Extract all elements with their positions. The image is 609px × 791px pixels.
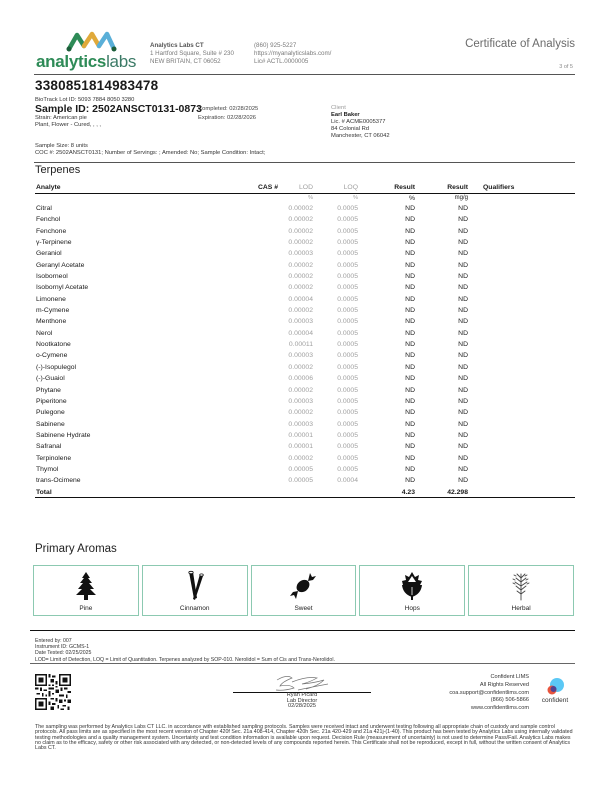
result-mg-cell: ND (458, 397, 468, 405)
hops-icon (397, 570, 427, 602)
table-row (35, 226, 575, 237)
result-mg-cell: ND (458, 261, 468, 269)
result-mg-cell: ND (458, 318, 468, 326)
lod-cell: 0.00002 (288, 284, 313, 292)
client-name: Earl Baker (331, 112, 360, 118)
date-tested: Date Tested: 02/25/2025 (35, 650, 92, 657)
aromas-row (33, 565, 574, 616)
result-mg-cell: ND (458, 443, 468, 451)
lod-cell: 0.00002 (288, 273, 313, 281)
analyte-cell: (-)-Guaiol (36, 375, 65, 383)
table-body (35, 203, 575, 487)
aroma-sweet (251, 565, 357, 616)
analyte-cell: Isoborneol (36, 273, 68, 281)
aroma-herbal (468, 565, 574, 616)
result-pct-cell: ND (405, 307, 415, 315)
lims-block (449, 674, 529, 713)
table-row (35, 282, 575, 293)
result-pct-cell: ND (405, 216, 415, 224)
lod-cell: 0.00003 (288, 397, 313, 405)
analyte-cell: Fenchone (36, 227, 67, 235)
result-pct-cell: ND (405, 295, 415, 303)
lod-cell: 0.00002 (288, 386, 313, 394)
footer-divider (30, 630, 575, 631)
analyte-cell: m-Cymene (36, 307, 70, 315)
table-row (35, 248, 575, 259)
client-block (331, 105, 390, 140)
loq-cell: 0.0005 (337, 295, 358, 303)
analyte-cell: Limonene (36, 295, 66, 303)
lims-rights: All Rights Reserved (479, 681, 529, 688)
loq-cell: 0.0005 (337, 205, 358, 212)
table-row (35, 214, 575, 225)
analyte-cell: γ-Terpinene (36, 239, 72, 247)
lod-cell: 0.00002 (288, 205, 313, 212)
dates-block (198, 105, 258, 123)
result-mg-cell: ND (458, 295, 468, 303)
aroma-label: Pine (79, 605, 93, 612)
table-row (35, 453, 575, 464)
result-pct-cell: ND (405, 352, 415, 360)
strain-block (35, 115, 101, 129)
confident-logo (535, 677, 575, 711)
total-row (35, 487, 575, 498)
loq-cell: 0.0005 (337, 420, 358, 428)
result-pct-cell: ND (405, 409, 415, 417)
result-mg-cell: ND (458, 329, 468, 337)
table-row (35, 328, 575, 339)
lab-contact-block (254, 42, 331, 66)
loq-cell: 0.0005 (337, 273, 358, 281)
footer-divider-2 (30, 663, 575, 664)
result-pct-cell: ND (405, 273, 415, 281)
disclaimer-text: The sampling was performed by Analytics Labs CT LLC. in accordance with established sampling protocols. Samples were received intact and underwent testing following all appropriate chain of custody and sample control protocols. All pass limits are as specified in the most recent version of Chapter 420f Sec. 21a 408-414, Chapter 420h Sec. 21a 420-429 and 21a 421j-(1-40). This product has been tested by Analytics Labs using internally validated testing methodologies and a quality management system. Uncertainty and test condition information is available upon request. Decision Rule (measurement of uncertainty) is not used to determine Pass/Fail. Analytics Labs makes no claim as to the efficacy, safety or other risk associated with any detected, or non-detected levels of any compounds reported herein. This Certificate shall not be reproduced, except in full, without the written consent of Analytics Labs CT. (35, 724, 573, 752)
analyte-cell: Pulegone (36, 409, 65, 417)
col-result-pct: Result (394, 184, 415, 191)
total-label: Total (36, 488, 52, 496)
table-row (35, 385, 575, 396)
loq-cell: 0.0005 (337, 261, 358, 269)
table-row (35, 271, 575, 282)
lab-address-line1: 1 Hartford Square, Suite # 230 (150, 50, 234, 57)
completed-date: Completed: 02/28/2025 (198, 106, 259, 112)
unit-result-mg: mg/g (454, 195, 468, 201)
units-row (35, 194, 575, 203)
result-mg-cell: ND (458, 307, 468, 315)
loq-cell: 0.0005 (337, 352, 358, 360)
lab-license: Lic# ACTL.0000005 (254, 58, 309, 65)
result-mg-cell: ND (458, 465, 468, 473)
client-address1: 84 Colonial Rd (331, 126, 370, 132)
loq-cell: 0.0005 (337, 409, 358, 417)
cinnamon-stick-icon (180, 570, 210, 602)
terpenes-title: Terpenes (35, 164, 81, 176)
loq-cell: 0.0005 (337, 227, 358, 235)
header-divider (34, 74, 575, 75)
aromas-title: Primary Aromas (35, 543, 117, 555)
document-title: Certificate of Analysis (465, 38, 575, 50)
analyte-cell: o-Cymene (36, 352, 68, 360)
lab-name: Analytics Labs CT (150, 42, 204, 49)
analyte-cell: Isobornyl Acetate (36, 284, 89, 292)
table-header (35, 183, 575, 194)
table-row (35, 373, 575, 384)
loq-cell: 0.0005 (337, 386, 358, 394)
loq-cell: 0.0004 (337, 477, 358, 485)
result-mg-cell: ND (458, 454, 468, 462)
analyte-cell: Geranyl Acetate (36, 261, 85, 269)
analyte-cell: Geraniol (36, 250, 62, 258)
logo-wave-icon (66, 30, 118, 52)
result-pct-cell: ND (405, 261, 415, 269)
aroma-label: Herbal (511, 605, 531, 612)
result-pct-cell: ND (405, 420, 415, 428)
result-pct-cell: ND (405, 363, 415, 371)
loq-cell: 0.0005 (337, 216, 358, 224)
lod-cell: 0.00002 (288, 363, 313, 371)
aroma-label: Hops (404, 605, 420, 612)
signatory-title: Lab Director (286, 697, 318, 704)
table-row (35, 294, 575, 305)
sample-size: Sample Size: 8 units (35, 143, 88, 149)
page-number: 3 of 5 (559, 64, 573, 70)
lims-name: Confident LIMS (490, 674, 529, 680)
result-pct-cell: ND (405, 477, 415, 485)
table-row (35, 407, 575, 418)
loq-cell: 0.0005 (337, 465, 358, 473)
lod-loq-legend: LOD= Limit of Detection, LOQ = Limit of Quantitation. Terpenes analyzed by SOP-010. Nerolidol = Sum of Cis and Trans-Nerolidol. (35, 656, 335, 663)
loq-cell: 0.0005 (337, 329, 358, 337)
loq-cell: 0.0005 (337, 431, 358, 439)
sample-meta (35, 143, 265, 157)
lab-address-block (150, 42, 234, 66)
table-row (35, 237, 575, 248)
lod-cell: 0.00005 (288, 465, 313, 473)
result-mg-cell: ND (458, 341, 468, 349)
table-row (35, 441, 575, 452)
lod-cell: 0.00002 (288, 454, 313, 462)
section-divider (34, 162, 575, 163)
col-loq: LOQ (343, 184, 358, 191)
lab-phone: (860) 925-5227 (254, 42, 297, 49)
lod-cell: 0.00003 (288, 250, 313, 258)
analytics-labs-logo (36, 30, 140, 74)
aroma-hops (359, 565, 465, 616)
result-pct-cell: ND (405, 465, 415, 473)
loq-cell: 0.0005 (337, 397, 358, 405)
test-notes (35, 638, 335, 663)
lod-cell: 0.00002 (288, 307, 313, 315)
confident-logo-icon (535, 677, 575, 697)
client-address2: Manchester, CT 06042 (331, 133, 390, 139)
analyte-cell: Piperitone (36, 397, 67, 405)
instrument-id: Instrument ID: GCMS-1 (35, 644, 90, 651)
strain: Strain: American pie (35, 115, 87, 121)
confident-logo-text: confident (541, 697, 569, 704)
herb-sprig-icon (506, 570, 536, 602)
lod-cell: 0.00004 (288, 329, 313, 337)
analyte-cell: Phytane (36, 386, 61, 394)
lod-cell: 0.00002 (288, 239, 313, 247)
result-mg-cell: ND (458, 409, 468, 417)
aroma-label: Cinnamon (179, 605, 210, 612)
signatory-block (262, 693, 342, 710)
result-mg-cell: ND (458, 216, 468, 224)
lab-address-line2: NEW BRITAIN, CT 06052 (150, 58, 221, 65)
signature-date: 02/28/2025 (288, 703, 316, 710)
lab-website-link[interactable]: https://myanalyticslabs.com/ (254, 50, 332, 57)
lod-cell: 0.00005 (288, 477, 313, 485)
table-row (35, 396, 575, 407)
result-mg-cell: ND (458, 420, 468, 428)
lims-website-link[interactable]: www.confidentlims.com (470, 705, 529, 712)
loq-cell: 0.0005 (337, 318, 358, 326)
unit-result-pct: % (408, 195, 415, 202)
table-row (35, 362, 575, 373)
sample-id: Sample ID: 2502ANSCT0131-0873 (35, 103, 202, 115)
loq-cell: 0.0005 (337, 341, 358, 349)
result-pct-cell: ND (405, 386, 415, 394)
signatory-name: Ryan Picard (286, 692, 318, 698)
analyte-cell: Safranal (36, 443, 62, 451)
pine-tree-icon (71, 570, 101, 602)
col-qualifiers: Qualifiers (483, 184, 515, 191)
unit-lod: % (308, 195, 313, 201)
result-pct-cell: ND (405, 397, 415, 405)
terpenes-table (35, 183, 575, 498)
coc-line: COC #: 2502ANSCT0131; Number of Servings: ; Amended: No; Sample Condition: Intact; (35, 150, 266, 156)
lod-cell: 0.00001 (288, 443, 313, 451)
result-pct-cell: ND (405, 454, 415, 462)
col-cas: CAS # (257, 184, 278, 191)
loq-cell: 0.0005 (337, 363, 358, 371)
result-pct-cell: ND (405, 250, 415, 258)
analyte-cell: Sabinene Hydrate (36, 431, 91, 439)
result-pct-cell: ND (405, 239, 415, 247)
analyte-cell: Citral (36, 205, 52, 212)
table-row (35, 260, 575, 271)
logo-wordmark: analyticslabs (36, 52, 137, 71)
col-lod: LOD (299, 184, 313, 191)
result-mg-cell: ND (458, 352, 468, 360)
col-result-mg: Result (447, 184, 468, 191)
lod-cell: 0.00004 (288, 295, 313, 303)
result-pct-cell: ND (405, 205, 415, 212)
lod-cell: 0.00006 (288, 375, 313, 383)
table-row (35, 350, 575, 361)
client-label: Client (331, 105, 346, 111)
analyte-cell: Thymol (36, 465, 59, 473)
result-pct-cell: ND (405, 227, 415, 235)
table-row (35, 419, 575, 430)
result-mg-cell: ND (458, 431, 468, 439)
aroma-cinnamon (142, 565, 248, 616)
qr-code-icon[interactable] (35, 674, 71, 710)
unit-loq: % (353, 195, 358, 201)
expiration-date: Expiration: 02/28/2026 (198, 115, 257, 121)
result-pct-cell: ND (405, 329, 415, 337)
lims-phone: (866) 506-5866 (490, 697, 529, 704)
lims-email-link[interactable]: coa.support@confidentlims.com (449, 689, 529, 696)
result-pct-cell: ND (405, 341, 415, 349)
lot-id: BioTrack Lot ID: 5093 7884 8050 3280 (35, 97, 135, 103)
loq-cell: 0.0005 (337, 284, 358, 292)
analyte-cell: (-)-Isopulegol (36, 363, 77, 371)
result-pct-cell: ND (405, 443, 415, 451)
result-mg-cell: ND (458, 375, 468, 383)
loq-cell: 0.0005 (337, 375, 358, 383)
aroma-label: Sweet (294, 605, 313, 612)
result-mg-cell: ND (458, 477, 468, 485)
result-pct-cell: ND (405, 284, 415, 292)
entered-by: Entered by: 007 (35, 638, 72, 644)
analyte-cell: Nerol (36, 329, 53, 337)
matrix: Plant, Flower - Cured, , , , (35, 122, 102, 128)
loq-cell: 0.0005 (337, 239, 358, 247)
analyte-cell: Menthone (36, 318, 67, 326)
result-mg-cell: ND (458, 239, 468, 247)
result-pct-cell: ND (405, 431, 415, 439)
loq-cell: 0.0005 (337, 443, 358, 451)
candy-icon (288, 570, 318, 602)
analyte-cell: trans-Ocimene (36, 477, 81, 485)
lod-cell: 0.00001 (288, 431, 313, 439)
result-mg-cell: ND (458, 284, 468, 292)
lod-cell: 0.00002 (288, 216, 313, 224)
result-mg-cell: ND (458, 273, 468, 281)
lod-cell: 0.00002 (288, 261, 313, 269)
table-row (35, 430, 575, 441)
aroma-pine (33, 565, 139, 616)
result-mg-cell: ND (458, 386, 468, 394)
total-pct: 4.23 (401, 488, 415, 496)
analyte-cell: Fenchol (36, 216, 61, 224)
result-mg-cell: ND (458, 250, 468, 258)
result-pct-cell: ND (405, 375, 415, 383)
metrc-id: 3380851814983478 (35, 78, 159, 93)
result-pct-cell: ND (405, 318, 415, 326)
lod-cell: 0.00002 (288, 409, 313, 417)
result-mg-cell: ND (458, 363, 468, 371)
table-row (35, 316, 575, 327)
col-analyte: Analyte (36, 184, 61, 191)
loq-cell: 0.0005 (337, 307, 358, 315)
lod-cell: 0.00011 (288, 341, 313, 349)
analyte-cell: Nootkatone (36, 341, 71, 349)
table-row (35, 305, 575, 316)
lod-cell: 0.00003 (288, 352, 313, 360)
lod-cell: 0.00003 (288, 318, 313, 326)
lod-cell: 0.00002 (288, 227, 313, 235)
loq-cell: 0.0005 (337, 454, 358, 462)
result-mg-cell: ND (458, 205, 468, 212)
client-license: Lic. # ACME0005377 (331, 119, 386, 125)
result-mg-cell: ND (458, 227, 468, 235)
table-row (35, 339, 575, 350)
table-row (35, 203, 575, 214)
table-row (35, 464, 575, 475)
lod-cell: 0.00003 (288, 420, 313, 428)
loq-cell: 0.0005 (337, 250, 358, 258)
analyte-cell: Sabinene (36, 420, 65, 428)
analyte-cell: Terpinolene (36, 454, 72, 462)
total-mg: 42.298 (447, 488, 468, 496)
table-row (35, 475, 575, 486)
